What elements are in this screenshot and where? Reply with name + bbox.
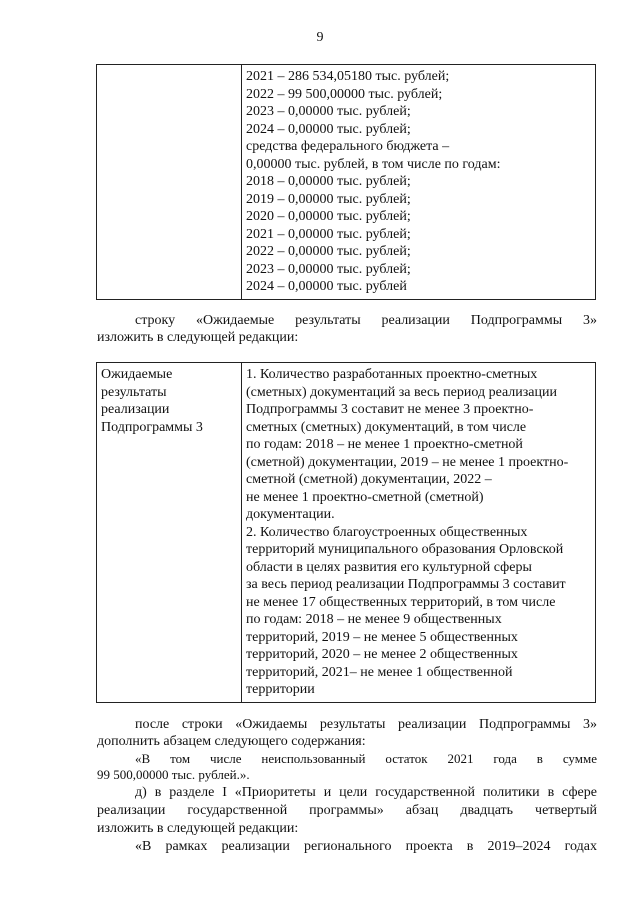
paragraph-line: изложить в следующей редакции: xyxy=(97,821,299,836)
result-line: 2. Количество благоустроенных общественных xyxy=(246,524,528,540)
result-line: документации. xyxy=(246,507,335,522)
funding-line: 2023 – 0,00000 тыс. рублей; xyxy=(246,261,411,277)
result-line: территорий, 2019 – не менее 5 общественных xyxy=(246,629,518,645)
funding-line: 2022 – 0,00000 тыс. рублей; xyxy=(246,244,411,259)
paragraph-line: изложить в следующей редакции: xyxy=(97,330,299,345)
paragraph-line: д) в разделе I «Приоритеты и цели государственной политики в сфере xyxy=(135,785,597,800)
expected-results-label-cell xyxy=(97,363,242,703)
label-line: реализации xyxy=(101,402,170,417)
result-line: территорий, 2020 – не менее 2 общественных xyxy=(246,647,518,662)
funding-line: 2024 – 0,00000 тыс. рублей; xyxy=(246,121,411,137)
result-line: сметных (сметных) документаций, в том числе xyxy=(246,419,527,435)
funding-line: 2021 – 0,00000 тыс. рублей; xyxy=(246,226,411,242)
quote-line: 99 500,00000 тыс. рублей.». xyxy=(97,767,250,782)
funding-table xyxy=(96,64,596,300)
result-line: (сметных) документаций за весь период реализации xyxy=(246,384,557,400)
result-line: (сметной) документации, 2019 – не менее 1 проектно- xyxy=(246,454,569,470)
quote-line: «В том числе неиспользованный остаток 2021 года в сумме xyxy=(135,751,597,766)
funding-line: 2023 – 0,00000 тыс. рублей; xyxy=(246,104,411,119)
paragraph-line: дополнить абзацем следующего содержания: xyxy=(97,734,366,749)
result-line: за весь период реализации Подпрограммы 3 составит xyxy=(246,577,566,592)
result-line: территорий, 2021– не менее 1 общественной xyxy=(246,664,513,680)
expected-results-table xyxy=(96,362,596,703)
paragraph-line: «В рамках реализации регионального проекта в 2019–2024 годах xyxy=(135,839,597,854)
page-number: 9 xyxy=(316,30,324,45)
funding-line: 2020 – 0,00000 тыс. рублей; xyxy=(246,209,411,224)
result-line: территории xyxy=(246,682,315,697)
result-line: по годам: 2018 – не менее 1 проектно-сметной xyxy=(246,437,523,452)
paragraph-line: реализации государственной программы» абзац двадцать четвертый xyxy=(97,803,597,818)
paragraph-line: после строки «Ожидаемы результаты реализации Подпрограммы 3» xyxy=(135,717,597,732)
paragraph-line: строку «Ожидаемые результаты реализации Подпрограммы 3» xyxy=(135,313,597,328)
result-line: области в целях развития его культурной сферы xyxy=(246,559,532,575)
funding-line: 0,00000 тыс. рублей, в том числе по годам: xyxy=(246,156,501,172)
label-line: Подпрограммы 3 xyxy=(101,419,203,435)
result-line: по годам: 2018 – не менее 9 общественных xyxy=(246,612,502,627)
funding-line: 2024 – 0,00000 тыс. рублей xyxy=(246,279,407,294)
funding-table-left-cell xyxy=(97,65,242,300)
result-line: Подпрограммы 3 составит не менее 3 проектно- xyxy=(246,402,534,417)
result-line: не менее 1 проектно-сметной (сметной) xyxy=(246,489,484,505)
result-line: 1. Количество разработанных проектно-сметных xyxy=(246,367,538,382)
label-line: результаты xyxy=(101,384,167,400)
result-line: территорий муниципального образования Орловской xyxy=(246,542,564,557)
funding-line: средства федерального бюджета – xyxy=(246,139,450,154)
funding-line: 2021 – 286 534,05180 тыс. рублей; xyxy=(246,69,450,84)
funding-line: 2018 – 0,00000 тыс. рублей; xyxy=(246,174,411,189)
expected-results-text-cell xyxy=(242,363,596,703)
label-line: Ожидаемые xyxy=(101,367,173,382)
funding-line: 2019 – 0,00000 тыс. рублей; xyxy=(246,191,411,207)
result-line: сметной (сметной) документации, 2022 – xyxy=(246,472,492,487)
result-line: не менее 17 общественных территорий, в том числе xyxy=(246,594,556,610)
funding-line: 2022 – 99 500,00000 тыс. рублей; xyxy=(246,86,443,102)
funding-table-right-cell xyxy=(242,65,596,300)
